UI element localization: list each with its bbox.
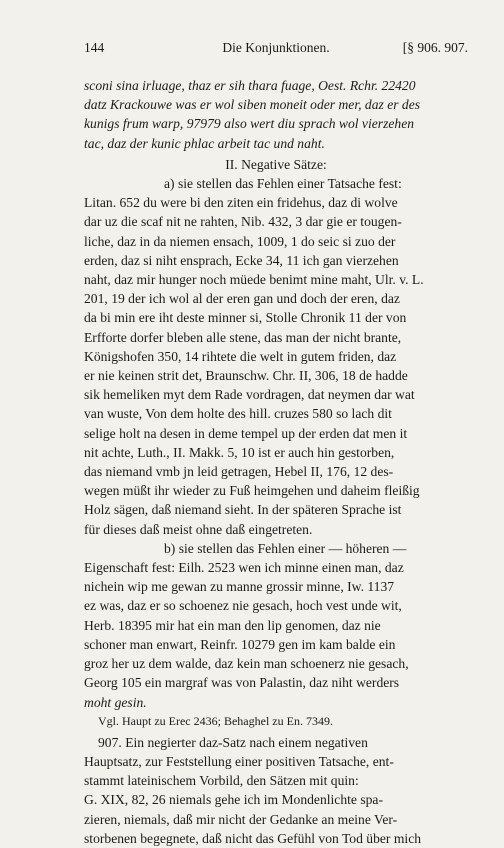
page-number: 144 <box>84 40 105 55</box>
text-line: erden, daz si niht ensprach, Ecke 34, 11 ich gan vierzehen <box>84 252 399 268</box>
section-907-start: 907. Ein negierter daz-Satz nach einem negativen <box>98 734 368 750</box>
text-line: da bi min ere iht deste minner si, Stolle Chronik 11 der von <box>84 310 407 326</box>
text-line: für dieses daß meist ohne daß eingetreten. <box>84 521 313 537</box>
text-line: Eigenschaft fest: Eilh. 2523 wen ich minne einen man, daz <box>84 560 404 576</box>
running-title: Die Konjunktionen. <box>222 40 330 55</box>
text-line: ez was, daz er so schoenez nie gesach, hoch vest unde wit, <box>84 598 402 614</box>
text-line: moht gesin. <box>84 694 147 710</box>
text-line: wegen müßt ihr wieder zu Fuß heimgehen und daheim fleißig <box>84 483 420 499</box>
text-line: dar uz die scaf nit ne rahten, Nib. 432, 3 dar gie er tougen- <box>84 214 402 230</box>
text-line: Litan. 652 du were bi den ziten ein fridehus, daz di wolve <box>84 195 398 211</box>
text-line: 201, 19 der ich wol al der eren gan und doch der eren, daz <box>84 291 400 307</box>
text-line: Georg 105 ein margraf was von Palastin, daz niht werders <box>84 675 400 691</box>
text-line: naht, daz mir hunger noch müede benimt mine maht, Ulr. v. L. <box>84 272 424 288</box>
text-line: G. XIX, 82, 26 niemals gehe ich im Mondenlichte spa- <box>84 792 383 808</box>
text-line: sik hemeliken myt dem Rade vordragen, dat neymen dar wat <box>84 387 415 403</box>
text-line: storbenen begegnete, daß nicht das Gefühl von Tod über mich <box>84 830 422 846</box>
text-line: selige holt na desen in deme tempel up der erden dat men it <box>84 425 408 441</box>
text-line: Erfforte dorfer bleben alle stene, das man der nicht brante, <box>84 329 402 345</box>
text-line: stammt lateinischem Vorbild, den Sätzen mit quin: <box>84 773 359 789</box>
text-line: Königshofen 350, 14 rihtete die welt in gutem friden, daz <box>84 348 397 364</box>
text-line: schoner man enwart, Reinfr. 10279 gen im kam balde ein <box>84 636 396 652</box>
subsection-a: a) sie stellen das Fehlen einer Tatsache fest: <box>164 176 402 192</box>
reference-note: Vgl. Haupt zu Erec 2436; Behaghel zu En. 7349. <box>98 713 333 728</box>
text-line: zieren, niemals, daß mir nicht der Gedanke an meine Ver- <box>84 811 398 827</box>
text-line: datz Krackouwe was er wol siben moneit oder mer, daz er des <box>84 97 421 113</box>
text-line: nit achte, Luth., II. Makk. 5, 10 ist er auch hin gestorben, <box>84 444 395 460</box>
subheading-negative: II. Negative Sätze: <box>225 156 327 172</box>
section-reference: [§ 906. 907. <box>402 40 468 55</box>
text-line: sconi sina irluage, thaz er sih thara fuage, Oest. Rchr. 22420 <box>84 78 416 93</box>
text-line: liche, daz in da niemen ensach, 1009, 1 do seic si zuo der <box>84 233 396 249</box>
text-line: Herb. 18395 mir hat ein man den lip genomen, daz nie <box>84 617 381 633</box>
text-line: er nie keinen strit det, Braunschw. Chr. II, 306, 18 de hadde <box>84 368 408 384</box>
text-line: nichein wip me gewan zu manne grossir minne, Iw. 1137 <box>84 579 395 595</box>
body-text <box>84 76 468 848</box>
text-line: Hauptsatz, zur Feststellung einer positiven Tatsache, ent- <box>84 753 394 769</box>
subsection-b: b) sie stellen das Fehlen einer — höheren — <box>164 540 407 556</box>
text-line: van wuste, Von dem holte des hill. cruzes 580 so lach dit <box>84 406 392 422</box>
text-line: kunigs frum warp, 97979 also wert diu sprach wol vierzehen <box>84 116 415 132</box>
text-line: das niemand vmb jn leid getragen, Hebel II, 176, 12 des- <box>84 464 394 480</box>
text-line: tac, daz der kunic phlac arbeit tac und naht. <box>84 135 325 151</box>
text-line: Holz sägen, daß niemand sieht. In der späteren Sprache ist <box>84 502 402 518</box>
text-line: groz her uz dem walde, daz kein man schoenerz nie gesach, <box>84 656 409 672</box>
